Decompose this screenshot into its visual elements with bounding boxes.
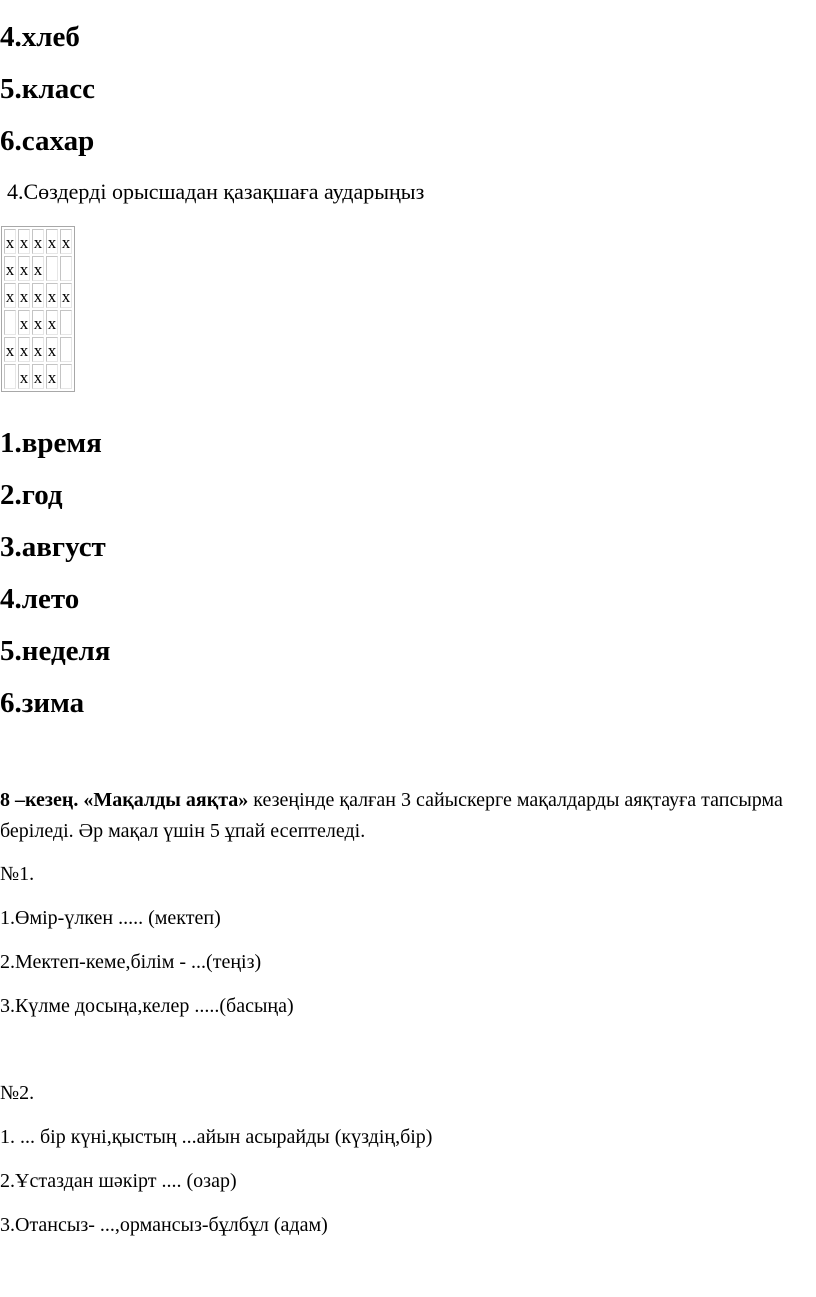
set1-item-1: 1.Өмір-үлкен ..... (мектеп) — [0, 907, 221, 929]
grid-cell: х — [46, 337, 58, 362]
grid-row — [4, 310, 72, 335]
grid-cell: х — [46, 283, 58, 308]
word-item-5: 5.неделя — [0, 635, 111, 667]
set1-item-3: 3.Күлме досыңа,келер .....(басыңа) — [0, 995, 294, 1017]
grid-cell — [46, 256, 58, 281]
grid-cell: х — [4, 283, 16, 308]
grid-cell: х — [32, 310, 44, 335]
grid-cell — [4, 364, 16, 389]
crossword-grid — [1, 226, 75, 392]
word-item-1: 1.время — [0, 427, 102, 459]
stage-title: 8 –кезең. «Мақалды аяқта» — [0, 789, 249, 811]
set2-item-1: 1. ... бір күні,қыстың ...айын асырайды (күздің,бір) — [0, 1126, 433, 1148]
grid-cell — [60, 364, 72, 389]
grid-cell — [60, 256, 72, 281]
grid-cell: х — [18, 337, 30, 362]
grid-cell — [60, 310, 72, 335]
task-heading: 4.Сөздерді орысшадан қазақшаға аударыңыз — [7, 179, 425, 204]
grid-cell: х — [18, 256, 30, 281]
grid-row — [4, 256, 72, 281]
set1-title: №1. — [0, 863, 35, 885]
grid-cell: х — [32, 337, 44, 362]
stage-text: кезеңінде қалған 3 сайыскерге мақалдарды аяқтауға тапсырма беріледі. Әр мақал үшін 5 ұпай есептеледі. — [0, 789, 783, 842]
word-item-4: 4.лето — [0, 583, 80, 615]
grid-cell: х — [4, 229, 16, 254]
grid-row — [4, 364, 72, 389]
word-item-top-3: 6.сахар — [0, 125, 95, 157]
grid-row — [4, 283, 72, 308]
grid-cell: х — [46, 229, 58, 254]
word-item-top-2: 5.класс — [0, 73, 95, 105]
grid-cell: х — [46, 364, 58, 389]
stage-description — [0, 785, 790, 847]
set2-item-3: 3.Отансыз- ...,ормансыз-бұлбұл (адам) — [0, 1214, 328, 1236]
word-item-3: 3.август — [0, 531, 106, 563]
grid-cell: х — [46, 310, 58, 335]
grid-cell — [60, 337, 72, 362]
word-item-top-1: 4.хлеб — [0, 21, 80, 53]
grid-cell: х — [18, 364, 30, 389]
grid-cell: х — [4, 337, 16, 362]
set2-title: №2. — [0, 1082, 35, 1104]
grid-cell: х — [60, 283, 72, 308]
crossword-grid-body — [4, 229, 72, 389]
grid-row — [4, 337, 72, 362]
grid-cell: х — [32, 283, 44, 308]
word-item-6: 6.зима — [0, 687, 85, 719]
grid-cell: х — [4, 256, 16, 281]
grid-row — [4, 229, 72, 254]
grid-cell: х — [60, 229, 72, 254]
grid-cell: х — [32, 364, 44, 389]
grid-cell: х — [32, 229, 44, 254]
grid-cell: х — [32, 256, 44, 281]
grid-cell — [4, 310, 16, 335]
word-item-2: 2.год — [0, 479, 63, 511]
grid-cell: х — [18, 283, 30, 308]
set1-item-2: 2.Мектеп-кеме,білім - ...(теңіз) — [0, 951, 262, 973]
set2-item-2: 2.Ұстаздан шәкірт .... (озар) — [0, 1170, 237, 1192]
grid-cell: х — [18, 310, 30, 335]
grid-cell: х — [18, 229, 30, 254]
